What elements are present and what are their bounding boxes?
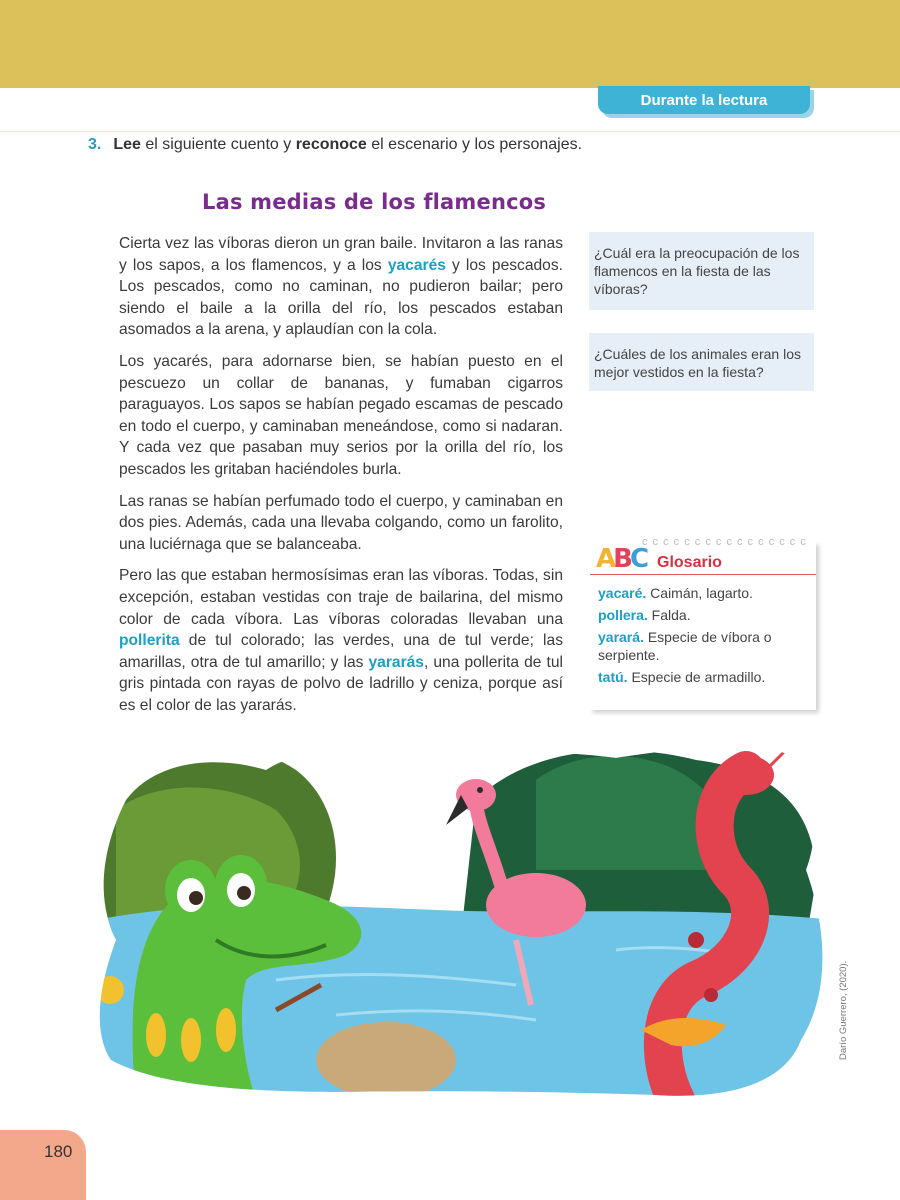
glossary-definition: Falda. xyxy=(647,607,691,623)
instruction-verb-read: Lee xyxy=(113,136,141,153)
glossary-item xyxy=(598,668,808,686)
page-number-tab xyxy=(0,1130,86,1200)
story-paragraph-3: Las ranas se habían perfumado todo el cuerpo, y caminaban en dos pies. Además, cada una llevaba colgando, como un farolito, una luciérnaga que se balanceaba. xyxy=(119,492,563,553)
header-divider xyxy=(0,131,900,132)
story-paragraph-2: Los yacarés, para adornarse bien, se habían puesto en el pescuezo un collar de bananas, y fumaban cigarros paraguayos. Los sapos se habían pegado escamas de pescado en todo el cuerpo, y caminaban meneándose, como si nadaran. Y cada vez que pasaban muy serios por la orilla del río, los pescados les gritaban haciéndoles burla. xyxy=(119,352,563,478)
instruction-verb-recognize: reconoce xyxy=(295,136,367,153)
glossary-term: pollera. xyxy=(598,607,648,623)
top-color-band xyxy=(0,0,900,88)
notebook-spiral: c c c c c c c c c c c c c c c c xyxy=(642,536,807,546)
section-tab: Durante la lectura xyxy=(598,86,810,114)
reading-question-1: ¿Cuál era la preocupación de los flamencos en la fiesta de las víboras? xyxy=(589,232,814,310)
instruction-text-end: el escenario y los personajes. xyxy=(366,136,583,153)
abc-icon: ABC xyxy=(596,544,647,574)
glossary-list xyxy=(598,584,808,690)
glossary-definition: Especie de víbora o serpiente. xyxy=(598,629,772,663)
glossary-word-yararas[interactable]: yararás xyxy=(368,653,424,671)
glossary-term: tatú. xyxy=(598,669,628,685)
story-text-run: Cierta vez las víboras dieron un gran baile. Invitaron a las ranas y los sapos, a los flamencos, y a los xyxy=(119,235,563,274)
story-text-run: y los pescados. Los pescados, como no caminan, no pudieron bailar; pero siendo el baile a la orilla del río, los pescados estaban asomados a la arena, y aplaudían con la cola. xyxy=(119,256,563,339)
glossary-definition: Caimán, lagarto. xyxy=(646,585,753,601)
story-paragraph-4 xyxy=(119,565,563,716)
reading-question-2: ¿Cuáles de los animales eran los mejor vestidos en la fiesta? xyxy=(589,333,814,391)
glossary-divider xyxy=(590,574,816,575)
activity-number: 3. xyxy=(88,136,102,153)
story-text-run: , una pollerita de tul gris pintada con rayas de polvo de ladrillo y ceniza, porque así es el color de las yararás. xyxy=(119,653,563,714)
story-text xyxy=(119,233,563,726)
glossary-definition: Especie de armadillo. xyxy=(627,669,766,685)
story-title: Las medias de los flamencos xyxy=(202,190,547,214)
page-number: 180 xyxy=(44,1142,73,1161)
activity-instruction xyxy=(88,135,582,155)
glossary-item xyxy=(598,584,808,602)
story-text-run: Pero las que estaban hermosísimas eran las víboras. Todas, sin excepción, estaban vestidas con traje de bailarina, del mismo color de cada víbora. Las víboras coloradas llevaban una xyxy=(119,567,563,628)
story-illustration xyxy=(96,740,836,1100)
illustration-credit xyxy=(836,930,850,1060)
illustration-credit-text: Darío Guerrero, (2020). xyxy=(838,960,849,1060)
glossary-item xyxy=(598,628,808,664)
glossary-word-yacares[interactable]: yacarés xyxy=(387,256,446,274)
rock xyxy=(316,1022,456,1098)
glossary-term: yarará. xyxy=(598,629,644,645)
story-text-run: de tul colorado; las verdes, una de tul verde; las amarillas, otra de tul amarillo; y las xyxy=(119,632,563,671)
glossary-term: yacaré. xyxy=(598,585,647,601)
glossary-word-pollerita[interactable]: pollerita xyxy=(119,632,180,650)
story-paragraph-1 xyxy=(119,233,563,341)
glossary-box xyxy=(590,536,816,710)
glossary-title: Glosario xyxy=(657,554,722,571)
glossary-item xyxy=(598,606,808,624)
instruction-text: el siguiente cuento y xyxy=(140,136,296,153)
